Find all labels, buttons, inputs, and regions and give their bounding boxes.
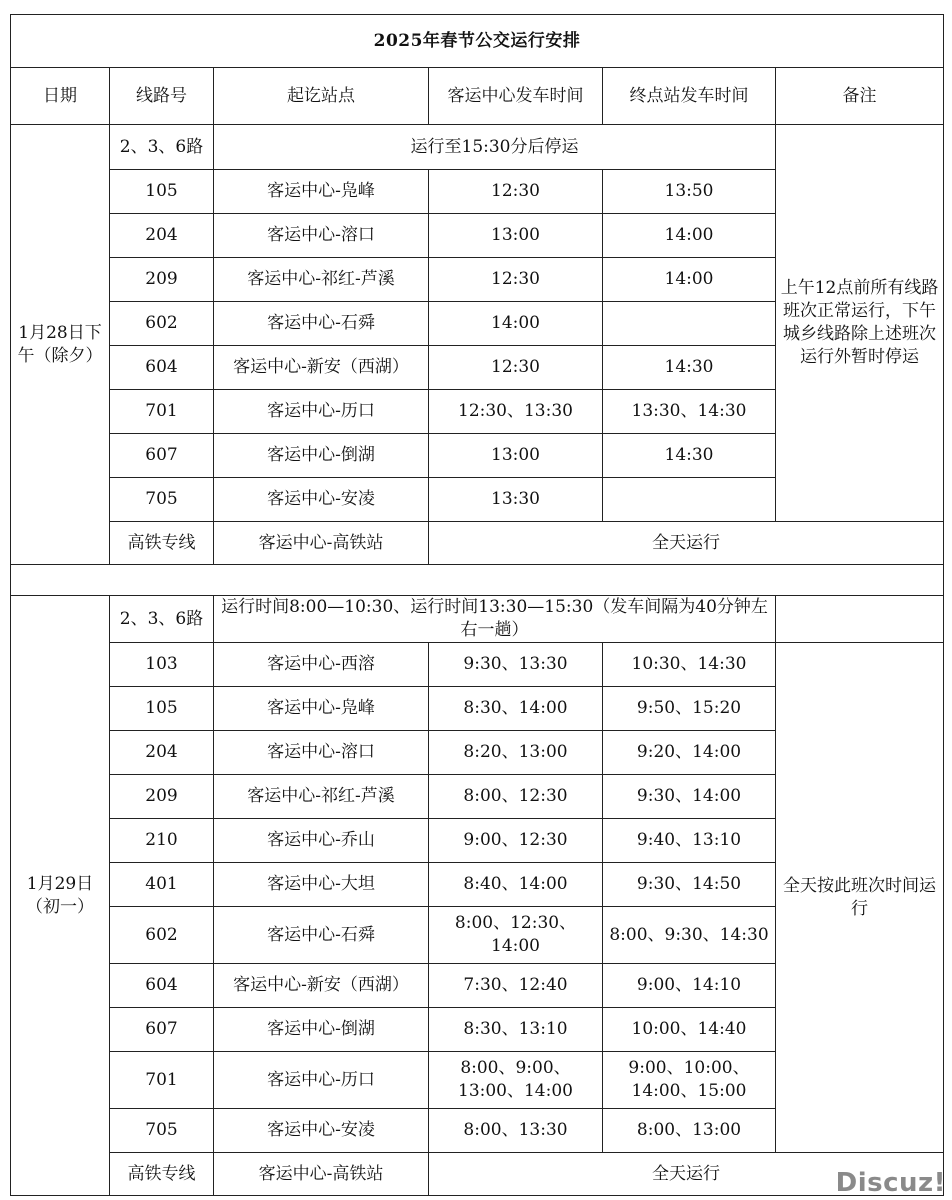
stations-cell: 客运中心-凫峰: [214, 687, 429, 731]
depart-terminal-cell: [603, 302, 776, 346]
header-date: 日期: [11, 68, 110, 125]
remark-cell: 全天按此班次时间运行: [776, 643, 944, 1153]
rail-note: 全天运行: [429, 522, 944, 565]
depart-center-cell: 8:30、13:10: [429, 1008, 603, 1052]
depart-center-cell: 8:00、13:30: [429, 1109, 603, 1153]
stations-cell: 客运中心-历口: [214, 1052, 429, 1109]
depart-center-cell: 7:30、12:40: [429, 964, 603, 1008]
depart-center-cell: 8:00、9:00、13:00、14:00: [429, 1052, 603, 1109]
depart-terminal-cell: [603, 478, 776, 522]
depart-terminal-cell: 8:00、9:30、14:30: [603, 907, 776, 964]
remark-cell: 上午12点前所有线路班次正常运行，下午城乡线路除上述班次运行外暂时停运: [776, 125, 944, 522]
stations-cell: 客运中心-历口: [214, 390, 429, 434]
stations-cell: 客运中心-倒湖: [214, 434, 429, 478]
header-depart-center: 客运中心发车时间: [429, 68, 603, 125]
route-cell: 103: [110, 643, 214, 687]
route-cell: 604: [110, 964, 214, 1008]
stations-cell: 客运中心-新安（西湖）: [214, 346, 429, 390]
depart-center-cell: 12:30: [429, 170, 603, 214]
stations-cell: 客运中心-乔山: [214, 819, 429, 863]
depart-terminal-cell: 9:40、13:10: [603, 819, 776, 863]
rail-row: [11, 522, 944, 565]
watermark-logo: Discuz!: [835, 1168, 946, 1198]
depart-center-cell: 8:40、14:00: [429, 863, 603, 907]
special-note: 运行至15:30分后停运: [214, 125, 776, 170]
depart-terminal-cell: 14:30: [603, 346, 776, 390]
stations-cell: 客运中心-新安（西湖）: [214, 964, 429, 1008]
header-remark: 备注: [776, 68, 944, 125]
depart-terminal-cell: 14:00: [603, 214, 776, 258]
special-note: 运行时间8:00—10:30、运行时间13:30—15:30（发车间隔为40分钟左右一趟）: [214, 596, 776, 643]
depart-terminal-cell: 9:00、14:10: [603, 964, 776, 1008]
stations-cell: 客运中心-安凌: [214, 478, 429, 522]
special-row: [11, 596, 944, 643]
rail-note: 全天运行: [429, 1153, 944, 1196]
date-cell: 1月28日下午（除夕）: [11, 125, 110, 565]
route-cell: 209: [110, 775, 214, 819]
stations-cell: 客运中心-石舜: [214, 907, 429, 964]
route-cell: 602: [110, 302, 214, 346]
route-cell: 105: [110, 170, 214, 214]
remark-top-cell: [776, 596, 944, 643]
stations-cell: 客运中心-大坦: [214, 863, 429, 907]
stations-cell: 客运中心-倒湖: [214, 1008, 429, 1052]
depart-center-cell: 9:30、13:30: [429, 643, 603, 687]
depart-center-cell: 12:30: [429, 258, 603, 302]
depart-terminal-cell: 10:00、14:40: [603, 1008, 776, 1052]
day1-section: [11, 125, 944, 565]
depart-center-cell: 12:30: [429, 346, 603, 390]
stations-cell: 客运中心-西溶: [214, 643, 429, 687]
header-stations: 起讫站点: [214, 68, 429, 125]
header-route: 线路号: [110, 68, 214, 125]
depart-center-cell: 8:20、13:00: [429, 731, 603, 775]
depart-terminal-cell: 8:00、13:00: [603, 1109, 776, 1153]
route-cell: 高铁专线: [110, 522, 214, 565]
route-cell: 105: [110, 687, 214, 731]
route-cell: 209: [110, 258, 214, 302]
route-cell: 204: [110, 214, 214, 258]
route-cell: 701: [110, 390, 214, 434]
depart-terminal-cell: 14:00: [603, 258, 776, 302]
stations-cell: 客运中心-溶口: [214, 214, 429, 258]
route-cell: 607: [110, 434, 214, 478]
depart-center-cell: 8:30、14:00: [429, 687, 603, 731]
section-gap: [11, 565, 944, 596]
depart-terminal-cell: 9:20、14:00: [603, 731, 776, 775]
stations-cell: 客运中心-石舜: [214, 302, 429, 346]
route-cell: 705: [110, 1109, 214, 1153]
stations-cell: 客运中心-凫峰: [214, 170, 429, 214]
depart-terminal-cell: 13:30、14:30: [603, 390, 776, 434]
depart-terminal-cell: 13:50: [603, 170, 776, 214]
route-cell: 204: [110, 731, 214, 775]
depart-center-cell: 9:00、12:30: [429, 819, 603, 863]
date-cell: 1月29日（初一）: [11, 596, 110, 1196]
route-cell: 701: [110, 1052, 214, 1109]
depart-terminal-cell: 9:00、10:00、14:00、15:00: [603, 1052, 776, 1109]
schedule-table: [10, 14, 944, 1196]
depart-center-cell: 13:00: [429, 214, 603, 258]
route-cell: 604: [110, 346, 214, 390]
stations-cell: 客运中心-高铁站: [214, 1153, 429, 1196]
route-cell: 705: [110, 478, 214, 522]
depart-center-cell: 12:30、13:30: [429, 390, 603, 434]
depart-center-cell: 8:00、12:30: [429, 775, 603, 819]
route-cell: 607: [110, 1008, 214, 1052]
stations-cell: 客运中心-安凌: [214, 1109, 429, 1153]
route-cell: 401: [110, 863, 214, 907]
depart-terminal-cell: 9:30、14:00: [603, 775, 776, 819]
header-depart-terminal: 终点站发车时间: [603, 68, 776, 125]
depart-terminal-cell: 9:30、14:50: [603, 863, 776, 907]
stations-cell: 客运中心-祁红-芦溪: [214, 258, 429, 302]
depart-terminal-cell: 14:30: [603, 434, 776, 478]
route-cell: 602: [110, 907, 214, 964]
day2-section: [11, 596, 944, 1196]
stations-cell: 客运中心-高铁站: [214, 522, 429, 565]
special-row: [11, 125, 944, 170]
route-cell: 2、3、6路: [110, 596, 214, 643]
stations-cell: 客运中心-祁红-芦溪: [214, 775, 429, 819]
depart-terminal-cell: 9:50、15:20: [603, 687, 776, 731]
rail-row: [11, 1153, 944, 1196]
depart-center-cell: 13:30: [429, 478, 603, 522]
route-cell: 高铁专线: [110, 1153, 214, 1196]
depart-center-cell: 14:00: [429, 302, 603, 346]
depart-center-cell: 13:00: [429, 434, 603, 478]
route-cell: 210: [110, 819, 214, 863]
depart-center-cell: 8:00、12:30、14:00: [429, 907, 603, 964]
stations-cell: 客运中心-溶口: [214, 731, 429, 775]
depart-terminal-cell: 10:30、14:30: [603, 643, 776, 687]
table-row: [11, 643, 944, 687]
page-title: 2025年春节公交运行安排: [11, 15, 944, 68]
route-cell: 2、3、6路: [110, 125, 214, 170]
